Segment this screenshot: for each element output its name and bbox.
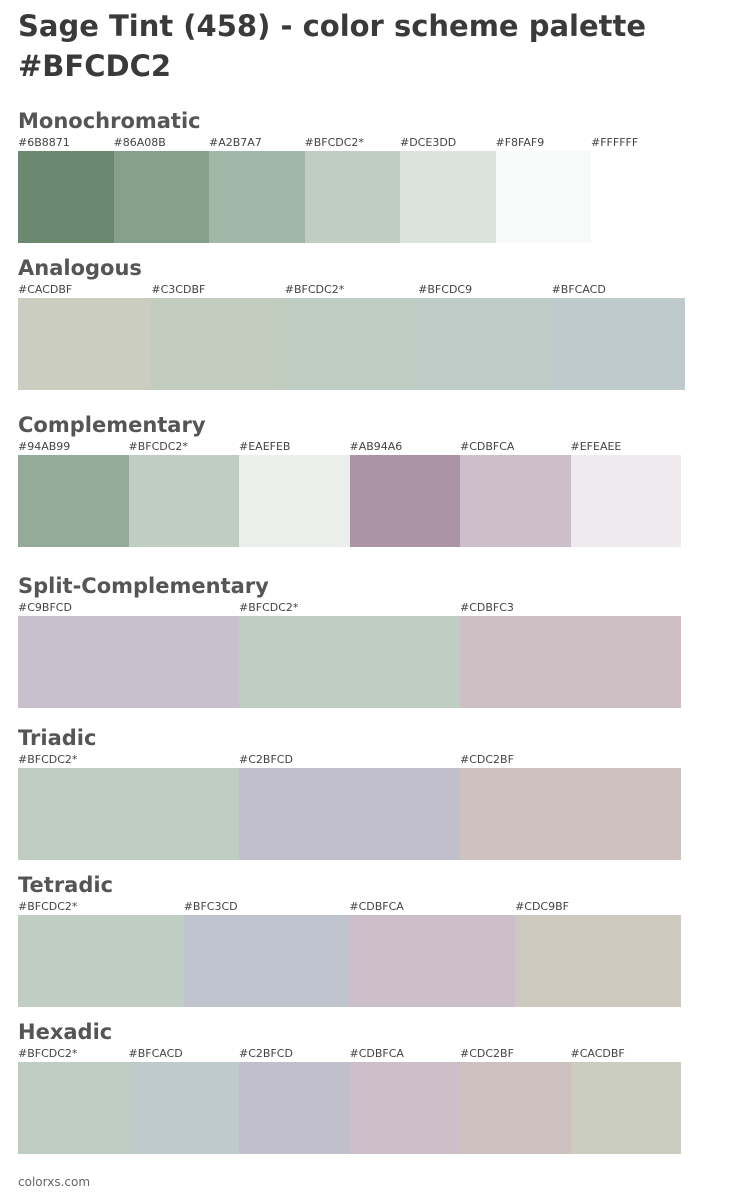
- swatch-hex-label: #CDBFCA: [349, 900, 404, 913]
- swatch-color-box[interactable]: [18, 915, 184, 1007]
- swatch[interactable]: [552, 283, 685, 390]
- swatch-hex-label: #BFCDC2*: [304, 136, 364, 149]
- swatch-hex-label: #CDBFC3: [460, 601, 514, 614]
- swatch-color-box[interactable]: [151, 298, 284, 390]
- swatch[interactable]: [184, 900, 350, 1007]
- swatch-hex-label: #94AB99: [18, 440, 71, 453]
- swatch[interactable]: [209, 136, 305, 243]
- swatch-hex-label: #C2BFCD: [239, 753, 293, 766]
- swatch-row: [18, 440, 718, 547]
- swatch[interactable]: [18, 753, 239, 860]
- swatch[interactable]: [418, 283, 551, 390]
- swatch[interactable]: [18, 136, 114, 243]
- swatch-row: [18, 136, 718, 243]
- swatch[interactable]: [460, 753, 681, 860]
- swatch-hex-label: #C3CDBF: [151, 283, 206, 296]
- page-title-line-1: Sage Tint (458) - color scheme palette: [18, 9, 647, 43]
- swatch-color-box[interactable]: [350, 1062, 461, 1154]
- swatch[interactable]: [571, 1047, 682, 1154]
- page-title-line-2: #BFCDC2: [18, 49, 172, 83]
- swatch-row: [18, 601, 718, 708]
- section-title: Analogous: [18, 256, 142, 280]
- swatch-color-box[interactable]: [239, 1062, 350, 1154]
- swatch[interactable]: [129, 1047, 240, 1154]
- swatch[interactable]: [18, 1047, 129, 1154]
- swatch-color-box[interactable]: [496, 151, 592, 243]
- swatch[interactable]: [18, 283, 151, 390]
- section-triadic: [18, 723, 718, 860]
- swatch-color-box[interactable]: [239, 768, 460, 860]
- swatch-color-box[interactable]: [18, 616, 239, 708]
- swatch-color-box[interactable]: [184, 915, 350, 1007]
- section-monochromatic: [18, 106, 718, 243]
- swatch-hex-label: #F8FAF9: [495, 136, 545, 149]
- swatch-color-box[interactable]: [460, 1062, 571, 1154]
- swatch[interactable]: [151, 283, 284, 390]
- swatch-hex-label: #BFCACD: [128, 1047, 183, 1060]
- swatch[interactable]: [571, 440, 682, 547]
- swatch-color-box[interactable]: [349, 915, 515, 1007]
- swatch-color-box[interactable]: [571, 1062, 682, 1154]
- swatch-hex-label: #A2B7A7: [209, 136, 262, 149]
- swatch-color-box[interactable]: [18, 298, 151, 390]
- swatch-color-box[interactable]: [552, 298, 685, 390]
- swatch[interactable]: [285, 283, 418, 390]
- swatch-hex-label: #CDC2BF: [460, 1047, 514, 1060]
- swatch-hex-label: #DCE3DD: [400, 136, 457, 149]
- swatch-hex-label: #EFEAEE: [570, 440, 622, 453]
- section-title: Triadic: [18, 726, 97, 750]
- swatch-hex-label: #CACDBF: [570, 1047, 625, 1060]
- swatch-color-box[interactable]: [418, 298, 551, 390]
- swatch-hex-label: #BFCACD: [551, 283, 606, 296]
- swatch-hex-label: #BFCDC2*: [18, 900, 78, 913]
- swatch-hex-label: #BFCDC2*: [18, 753, 78, 766]
- swatch-color-box[interactable]: [18, 768, 239, 860]
- swatch-color-box[interactable]: [18, 151, 114, 243]
- site-credit[interactable]: colorxs.com: [18, 1175, 91, 1189]
- swatch[interactable]: [18, 900, 184, 1007]
- section-title: Tetradic: [18, 873, 114, 897]
- swatch-color-box[interactable]: [305, 151, 401, 243]
- swatch[interactable]: [114, 136, 210, 243]
- swatch[interactable]: [460, 1047, 571, 1154]
- swatch[interactable]: [460, 601, 681, 708]
- swatch-color-box[interactable]: [400, 151, 496, 243]
- swatch[interactable]: [239, 1047, 350, 1154]
- section-title: Complementary: [18, 413, 206, 437]
- swatch[interactable]: [515, 900, 681, 1007]
- swatch-color-box[interactable]: [239, 616, 460, 708]
- section-analogous: [18, 253, 718, 390]
- swatch[interactable]: [349, 900, 515, 1007]
- swatch-color-box[interactable]: [515, 915, 681, 1007]
- swatch-row: [18, 900, 718, 1007]
- swatch-hex-label: #BFCDC9: [418, 283, 473, 296]
- swatch-color-box[interactable]: [591, 151, 687, 243]
- swatch-hex-label: #CDC2BF: [460, 753, 514, 766]
- swatch-hex-label: #CDC9BF: [515, 900, 569, 913]
- swatch-color-box[interactable]: [285, 298, 418, 390]
- swatch-hex-label: #BFCDC2*: [18, 1047, 78, 1060]
- swatch-color-box[interactable]: [460, 616, 681, 708]
- swatch[interactable]: [239, 753, 460, 860]
- section-tetradic: [18, 870, 718, 1007]
- section-title: Split-Complementary: [18, 574, 269, 598]
- swatch-color-box[interactable]: [18, 455, 129, 547]
- swatch[interactable]: [400, 136, 496, 243]
- swatch-color-box[interactable]: [18, 1062, 129, 1154]
- swatch-color-box[interactable]: [571, 455, 682, 547]
- section-complementary: [18, 410, 718, 547]
- swatch-hex-label: #86A08B: [113, 136, 166, 149]
- page-title: [18, 6, 718, 86]
- section-title: Monochromatic: [18, 109, 201, 133]
- swatch-hex-label: #CDBFCA: [460, 440, 515, 453]
- swatch[interactable]: [129, 440, 240, 547]
- section-hexadic: [18, 1017, 718, 1154]
- swatch-hex-label: #BFC3CD: [183, 900, 238, 913]
- swatch-hex-label: #6B8871: [18, 136, 70, 149]
- swatch-color-box[interactable]: [129, 1062, 240, 1154]
- swatch[interactable]: [350, 1047, 461, 1154]
- swatch-hex-label: #C9BFCD: [18, 601, 72, 614]
- swatch[interactable]: [460, 440, 571, 547]
- swatch-hex-label: #BFCDC2*: [284, 283, 345, 296]
- swatch[interactable]: [239, 440, 350, 547]
- swatch[interactable]: [591, 136, 687, 243]
- swatch-color-box[interactable]: [460, 455, 571, 547]
- swatch-hex-label: #FFFFFF: [591, 136, 639, 149]
- swatch[interactable]: [18, 440, 129, 547]
- swatch-row: [18, 283, 718, 390]
- swatch-hex-label: #EAEFEB: [239, 440, 291, 453]
- swatch-hex-label: #CACDBF: [18, 283, 73, 296]
- swatch-hex-label: #AB94A6: [349, 440, 403, 453]
- swatch[interactable]: [305, 136, 401, 243]
- swatch-row: [18, 753, 718, 860]
- swatch-color-box[interactable]: [239, 455, 350, 547]
- swatch[interactable]: [350, 440, 461, 547]
- section-split-complementary: [18, 571, 718, 708]
- swatch-color-box[interactable]: [129, 455, 240, 547]
- swatch-color-box[interactable]: [114, 151, 210, 243]
- swatch-hex-label: #CDBFCA: [349, 1047, 404, 1060]
- swatch-color-box[interactable]: [209, 151, 305, 243]
- swatch[interactable]: [239, 601, 460, 708]
- swatch-hex-label: #C2BFCD: [239, 1047, 293, 1060]
- swatch-hex-label: #BFCDC2*: [239, 601, 299, 614]
- swatch-hex-label: #BFCDC2*: [128, 440, 188, 453]
- swatch[interactable]: [496, 136, 592, 243]
- swatch[interactable]: [18, 601, 239, 708]
- swatch-color-box[interactable]: [350, 455, 461, 547]
- section-title: Hexadic: [18, 1020, 113, 1044]
- swatch-row: [18, 1047, 718, 1154]
- swatch-color-box[interactable]: [460, 768, 681, 860]
